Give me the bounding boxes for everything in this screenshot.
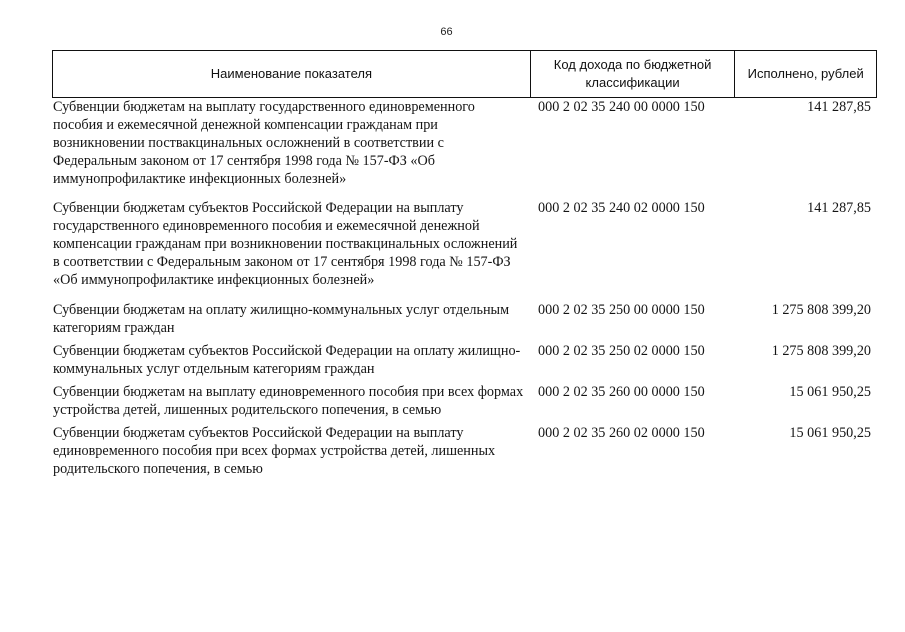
- table-row: [52, 199, 877, 289]
- row-executed-amount: 15 061 950,25: [789, 425, 871, 441]
- header-budget-code: Код дохода по бюджетной классификации: [530, 51, 735, 97]
- budget-report-table: [52, 50, 877, 478]
- row-indicator-name: Субвенции бюджетам на выплату государственного единовременного пособия и ежемесячной денежной компенсации гражданам при возникновении поствакцинальных осложнений в соответствии с Федеральным законом от 17 сентября 1998 года № 157-ФЗ «Об иммунопрофилактике инфекционных болезней»: [53, 99, 475, 187]
- table-header: [52, 50, 877, 98]
- row-budget-code: 000 2 02 35 240 02 0000 150: [538, 200, 705, 216]
- table-row: [52, 342, 877, 378]
- row-budget-code: 000 2 02 35 260 02 0000 150: [538, 425, 705, 441]
- row-budget-code: 000 2 02 35 240 00 0000 150: [538, 99, 705, 115]
- row-executed-amount: 141 287,85: [807, 200, 871, 216]
- row-indicator-name: Субвенции бюджетам на выплату единовременного пособия при всех формах устройства детей, лишенных родительского попечения, в семью: [53, 384, 524, 418]
- row-indicator-name: Субвенции бюджетам субъектов Российской Федерации на оплату жилищно-коммунальных услуг отдельным категориям граждан: [53, 343, 521, 377]
- row-executed-amount: 1 275 808 399,20: [771, 343, 871, 359]
- row-indicator-name: Субвенции бюджетам субъектов Российской Федерации на выплату единовременного пособия при всех формах устройства детей, лишенных родительского попечения, в семью: [53, 425, 496, 477]
- row-executed-amount: 15 061 950,25: [789, 384, 871, 400]
- header-executed-amount: Исполнено, рублей: [734, 51, 876, 97]
- row-indicator-name: Субвенции бюджетам на оплату жилищно-коммунальных услуг отдельным категориям граждан: [53, 302, 510, 336]
- row-executed-amount: 141 287,85: [807, 99, 871, 115]
- row-budget-code: 000 2 02 35 260 00 0000 150: [538, 384, 705, 400]
- row-budget-code: 000 2 02 35 250 02 0000 150: [538, 343, 705, 359]
- table-row: [52, 98, 877, 188]
- header-indicator-name: Наименование показателя: [210, 66, 372, 81]
- row-budget-code: 000 2 02 35 250 00 0000 150: [538, 302, 705, 318]
- table-row: [52, 383, 877, 419]
- row-indicator-name: Субвенции бюджетам субъектов Российской Федерации на выплату государственного единовременного пособия и ежемесячной денежной компенсации гражданам при возникновении поствакцинальных осложнений в соответствии с Федеральным законом от 17 сентября 1998 года № 157-ФЗ «Об иммунопрофилактике инфекционных болезней»: [53, 200, 518, 288]
- table-row: [52, 301, 877, 337]
- page-number: 66: [440, 26, 453, 38]
- row-executed-amount: 1 275 808 399,20: [771, 302, 871, 318]
- table-row: [52, 424, 877, 478]
